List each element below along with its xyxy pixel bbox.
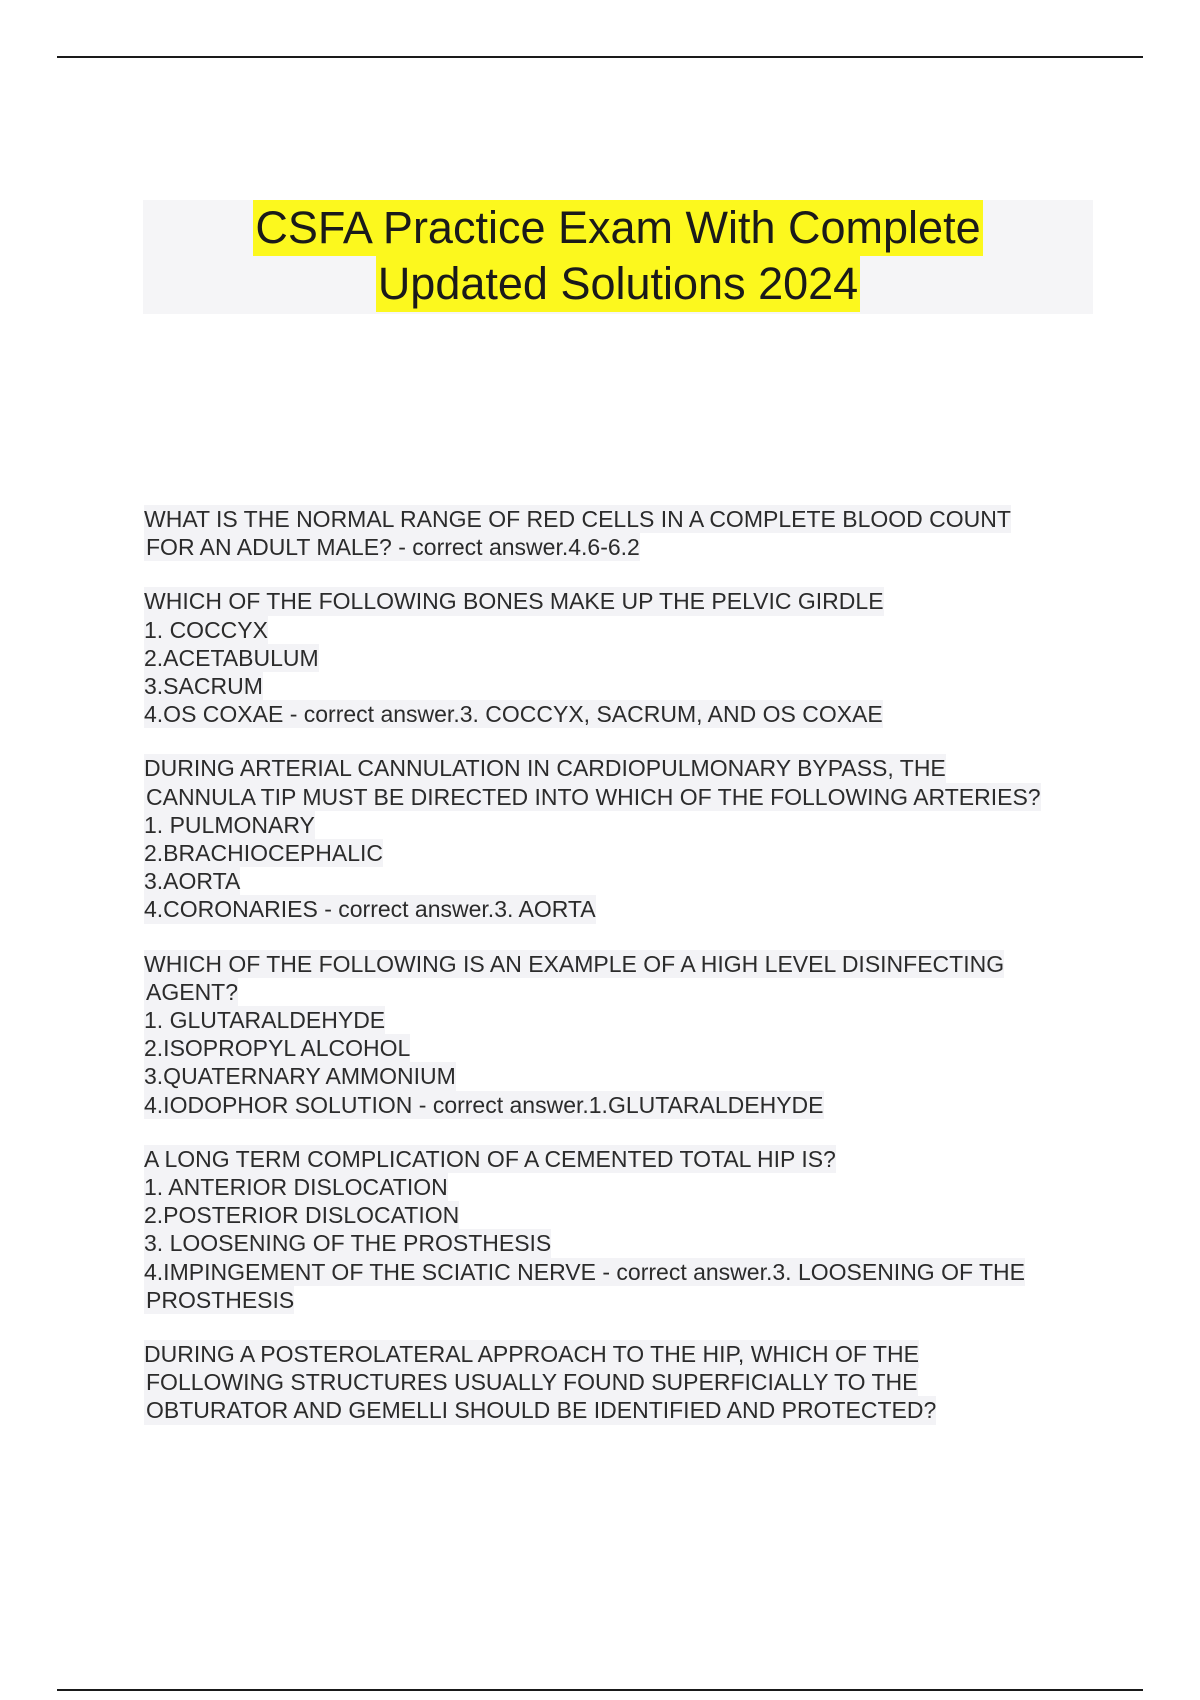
question-block [144, 505, 1094, 561]
option-line: 3. LOOSENING OF THE PROSTHESIS [144, 1230, 552, 1257]
title-line-1: CSFA Practice Exam With Complete [253, 200, 982, 256]
title-line-2: Updated Solutions 2024 [376, 256, 860, 312]
option-line: 1. COCCYX [144, 616, 268, 643]
question-block [144, 950, 1094, 1119]
answer-line: 4.IMPINGEMENT OF THE SCIATIC NERVE - correct answer.3. LOOSENING OF THE [144, 1258, 1025, 1285]
question-block [144, 587, 1094, 728]
option-line: 3.AORTA [144, 868, 241, 895]
answer-line: 4.IODOPHOR SOLUTION - correct answer.1.GLUTARALDEHYDE [144, 1091, 824, 1118]
option-line: 1. ANTERIOR DISLOCATION [144, 1174, 448, 1201]
question-block [144, 754, 1094, 923]
question-block [144, 1145, 1094, 1314]
option-line: 2.POSTERIOR DISLOCATION [144, 1202, 460, 1229]
answer-line: 4.CORONARIES - correct answer.3. AORTA [144, 896, 596, 923]
bottom-rule [57, 1689, 1143, 1691]
option-line: 2.ACETABULUM [144, 644, 319, 671]
question-line: FOLLOWING STRUCTURES USUALLY FOUND SUPERFICIALLY TO THE [146, 1369, 918, 1396]
option-line: 2.ISOPROPYL ALCOHOL [144, 1035, 411, 1062]
question-line: DURING A POSTEROLATERAL APPROACH TO THE HIP, WHICH OF THE [144, 1341, 919, 1368]
option-line: 1. PULMONARY [144, 811, 315, 838]
question-line: WHICH OF THE FOLLOWING BONES MAKE UP THE PELVIC GIRDLE [144, 588, 884, 615]
document-title [143, 200, 1093, 314]
question-line: WHICH OF THE FOLLOWING IS AN EXAMPLE OF A HIGH LEVEL DISINFECTING [144, 950, 1005, 977]
option-line: 3.SACRUM [144, 673, 263, 700]
question-list [144, 505, 1094, 1451]
question-line: DURING ARTERIAL CANNULATION IN CARDIOPULMONARY BYPASS, THE [144, 755, 946, 782]
question-line: FOR AN ADULT MALE? - correct answer.4.6-6.2 [146, 534, 640, 561]
question-line: CANNULA TIP MUST BE DIRECTED INTO WHICH OF THE FOLLOWING ARTERIES? [146, 783, 1041, 810]
option-line: 1. GLUTARALDEHYDE [144, 1007, 386, 1034]
question-line: WHAT IS THE NORMAL RANGE OF RED CELLS IN A COMPLETE BLOOD COUNT [144, 506, 1011, 532]
option-line: 2.BRACHIOCEPHALIC [144, 840, 384, 867]
top-rule [57, 56, 1143, 58]
answer-line: PROSTHESIS [146, 1286, 295, 1313]
question-line: OBTURATOR AND GEMELLI SHOULD BE IDENTIFIED AND PROTECTED? [146, 1397, 937, 1424]
question-block [144, 1340, 1094, 1425]
answer-line: 4.OS COXAE - correct answer.3. COCCYX, SACRUM, AND OS COXAE [144, 701, 883, 728]
option-line: 3.QUATERNARY AMMONIUM [144, 1063, 456, 1090]
question-line: A LONG TERM COMPLICATION OF A CEMENTED TOTAL HIP IS? [144, 1145, 836, 1172]
question-line: AGENT? [146, 978, 239, 1005]
